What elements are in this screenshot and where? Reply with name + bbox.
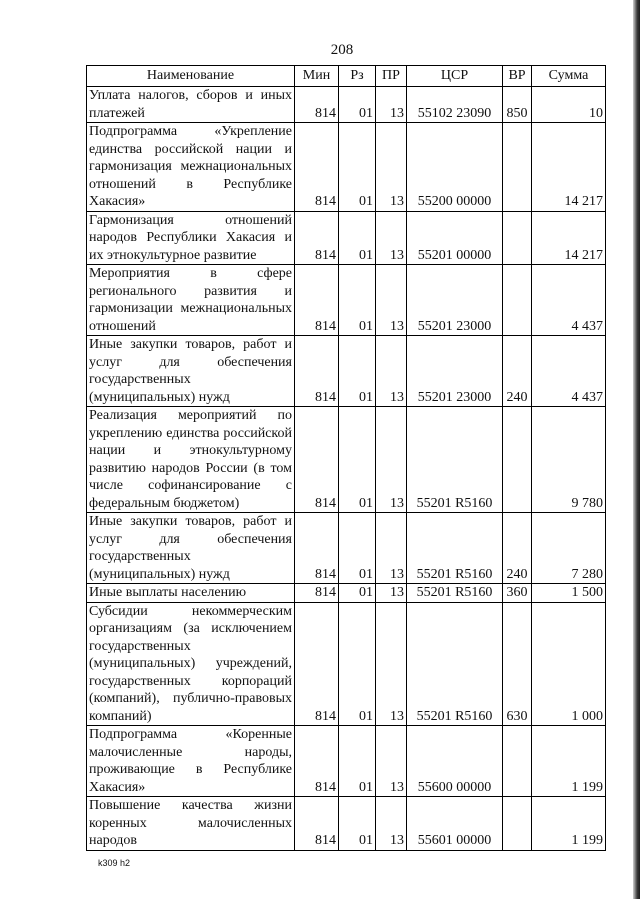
cell-name: Реализация мероприятий по укреплению единства российской нации и этнокультурному развитию народов России (в том числе софинансирование с федеральным бюджетом) [87, 407, 295, 513]
cell-name: Подпрограмма «Укрепление единства российской нации и гармонизация межнациональных отношений в Республике Хакасия» [87, 123, 295, 212]
table-row [87, 602, 606, 726]
cell-rz: 01 [339, 87, 376, 123]
cell-vr [503, 407, 532, 513]
cell-name: Мероприятия в сфере регионального развития и гармонизации межнациональных отношений [87, 265, 295, 336]
cell-rz: 01 [339, 211, 376, 265]
cell-pr: 13 [376, 726, 407, 797]
table-row [87, 797, 606, 851]
cell-name: Уплата налогов, сборов и иных платежей [87, 87, 295, 123]
table-header-row [87, 66, 606, 87]
table-row [87, 336, 606, 407]
col-header-name: Наименование [87, 66, 295, 87]
cell-name: Иные закупки товаров, работ и услуг для обеспечения государственных (муниципальных) нужд [87, 336, 295, 407]
cell-rz: 01 [339, 513, 376, 584]
cell-min: 814 [295, 407, 339, 513]
col-header-vr: ВР [503, 66, 532, 87]
cell-csr: 55201 00000 [407, 211, 503, 265]
table-row [87, 726, 606, 797]
cell-sum: 10 [532, 87, 606, 123]
cell-vr [503, 123, 532, 212]
cell-name: Подпрограмма «Коренные малочисленные народы, проживающие в Республике Хакасия» [87, 726, 295, 797]
table-row [87, 513, 606, 584]
cell-csr: 55201 R5160 [407, 584, 503, 603]
cell-sum: 1 199 [532, 797, 606, 851]
cell-pr: 13 [376, 797, 407, 851]
cell-vr: 240 [503, 336, 532, 407]
col-header-pr: ПР [376, 66, 407, 87]
cell-min: 814 [295, 726, 339, 797]
cell-sum: 14 217 [532, 211, 606, 265]
cell-csr: 55601 00000 [407, 797, 503, 851]
cell-sum: 14 217 [532, 123, 606, 212]
table-row [87, 407, 606, 513]
cell-min: 814 [295, 797, 339, 851]
cell-pr: 13 [376, 584, 407, 603]
col-header-csr: ЦСР [407, 66, 503, 87]
cell-name: Иные выплаты населению [87, 584, 295, 603]
cell-sum: 4 437 [532, 265, 606, 336]
cell-min: 814 [295, 123, 339, 212]
cell-sum: 9 780 [532, 407, 606, 513]
table-row [87, 265, 606, 336]
table-row [87, 211, 606, 265]
cell-pr: 13 [376, 123, 407, 212]
cell-pr: 13 [376, 407, 407, 513]
cell-csr: 55200 00000 [407, 123, 503, 212]
cell-pr: 13 [376, 336, 407, 407]
cell-name: Гармонизация отношений народов Республики Хакасия и их этнокультурное развитие [87, 211, 295, 265]
table-row [87, 87, 606, 123]
cell-pr: 13 [376, 211, 407, 265]
cell-rz: 01 [339, 407, 376, 513]
footer-code: k309 h2 [98, 858, 131, 868]
table-row [87, 123, 606, 212]
col-header-min: Мин [295, 66, 339, 87]
cell-rz: 01 [339, 726, 376, 797]
cell-vr [503, 797, 532, 851]
cell-pr: 13 [376, 265, 407, 336]
cell-vr: 850 [503, 87, 532, 123]
cell-csr: 55102 23090 [407, 87, 503, 123]
cell-min: 814 [295, 584, 339, 603]
cell-min: 814 [295, 513, 339, 584]
cell-csr: 55201 R5160 [407, 602, 503, 726]
page-number: 208 [330, 42, 354, 58]
cell-sum: 1 000 [532, 602, 606, 726]
cell-sum: 1 199 [532, 726, 606, 797]
cell-sum: 4 437 [532, 336, 606, 407]
cell-csr: 55201 23000 [407, 265, 503, 336]
cell-rz: 01 [339, 336, 376, 407]
cell-vr [503, 265, 532, 336]
cell-pr: 13 [376, 513, 407, 584]
cell-min: 814 [295, 265, 339, 336]
cell-rz: 01 [339, 797, 376, 851]
cell-name: Повышение качества жизни коренных малочисленных народов [87, 797, 295, 851]
cell-sum: 7 280 [532, 513, 606, 584]
cell-rz: 01 [339, 584, 376, 603]
cell-csr: 55201 R5160 [407, 513, 503, 584]
cell-name: Иные закупки товаров, работ и услуг для обеспечения государственных (муниципальных) нужд [87, 513, 295, 584]
cell-name: Субсидии некоммерческим организациям (за исключением государственных (муниципальных) учреждений, государственных корпораций (компаний), публично-правовых компаний) [87, 602, 295, 726]
cell-csr: 55600 00000 [407, 726, 503, 797]
col-header-sum: Сумма [532, 66, 606, 87]
cell-vr: 360 [503, 584, 532, 603]
cell-csr: 55201 R5160 [407, 407, 503, 513]
cell-vr [503, 726, 532, 797]
cell-vr [503, 211, 532, 265]
cell-min: 814 [295, 211, 339, 265]
cell-rz: 01 [339, 123, 376, 212]
cell-min: 814 [295, 336, 339, 407]
col-header-rz: Рз [339, 66, 376, 87]
cell-csr: 55201 23000 [407, 336, 503, 407]
cell-sum: 1 500 [532, 584, 606, 603]
cell-min: 814 [295, 87, 339, 123]
cell-pr: 13 [376, 602, 407, 726]
cell-rz: 01 [339, 602, 376, 726]
cell-vr: 630 [503, 602, 532, 726]
budget-table [86, 65, 606, 851]
cell-vr: 240 [503, 513, 532, 584]
cell-pr: 13 [376, 87, 407, 123]
scan-edge-shadow [633, 0, 640, 899]
cell-min: 814 [295, 602, 339, 726]
table-row [87, 584, 606, 603]
cell-rz: 01 [339, 265, 376, 336]
